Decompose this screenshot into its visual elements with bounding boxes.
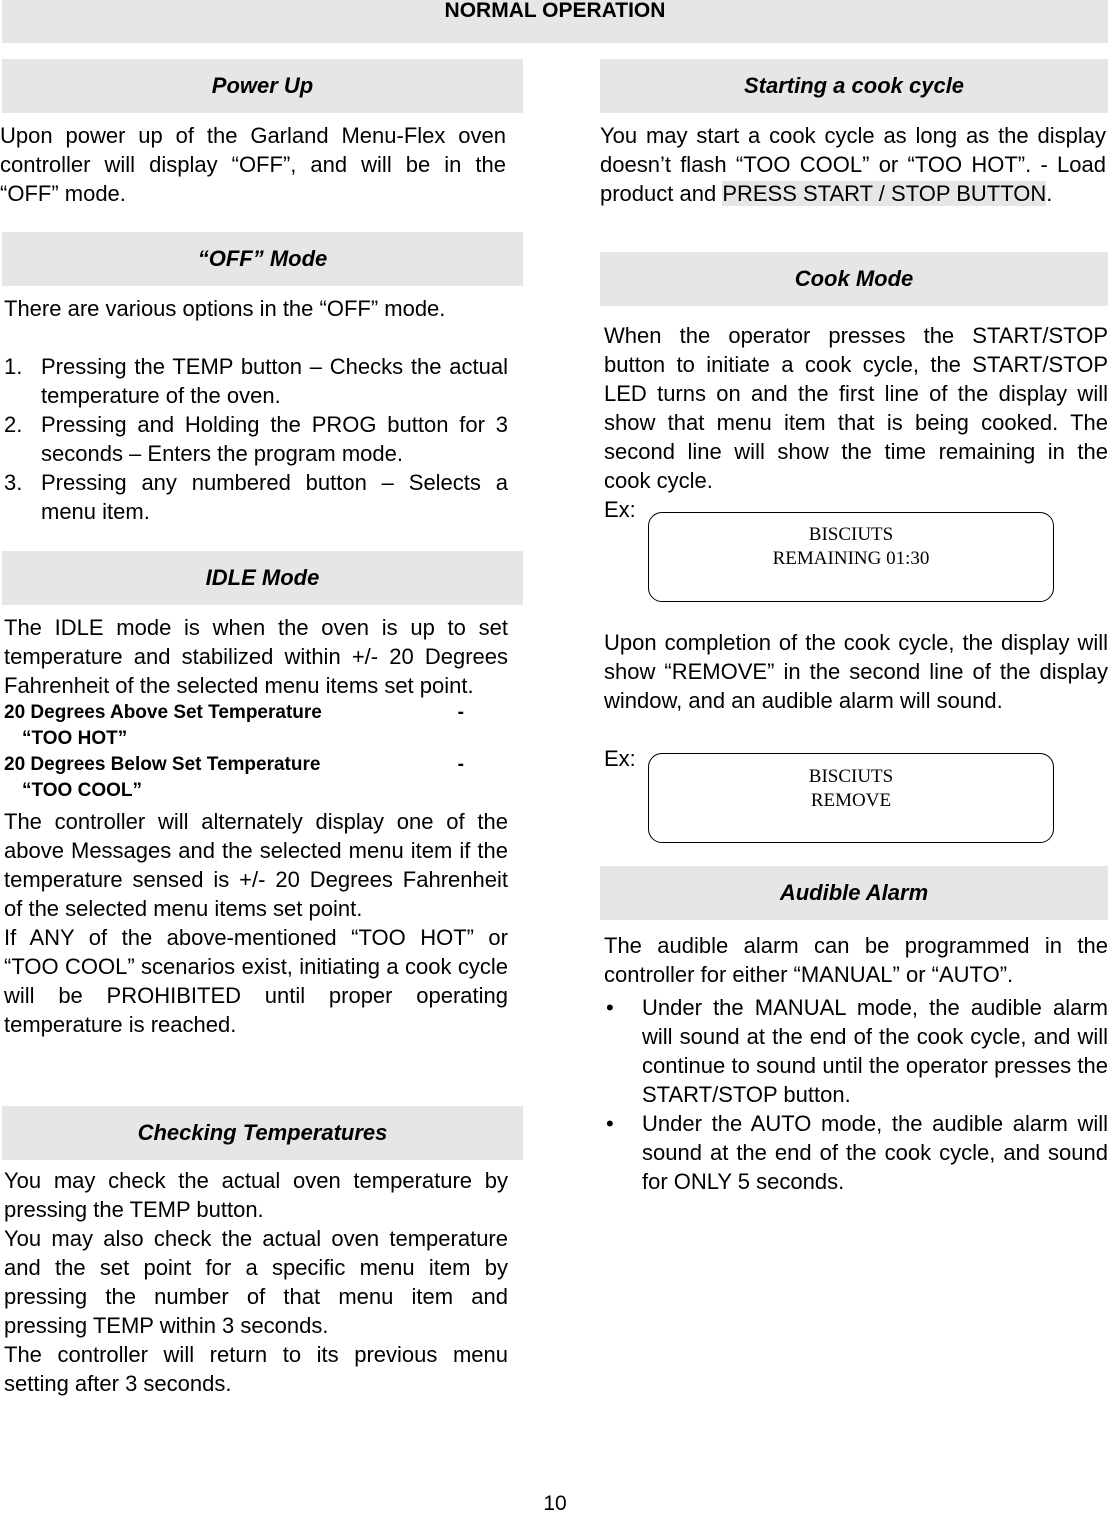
checking-text (4, 1166, 508, 1398)
too-cool-rule: 20 Degrees Below Set Temperature - “TOO COOL” (4, 752, 508, 804)
off-mode-item: 1. Pressing the TEMP button – Checks the actual temperature of the oven. (4, 354, 508, 408)
display-line-2: REMOVE (810, 790, 892, 811)
example-label: Ex: (604, 746, 636, 771)
too-hot-value: “TOO HOT” (22, 728, 128, 749)
display-line-1: BISCIUTS (808, 524, 894, 545)
cook-mode-body1: When the operator presses the START/STOP button to initiate a cook cycle, the START/STOP LED turns on and the first line of the display will show that menu item that is being cooked. The second line will show the time remaining in the cook cycle. (604, 323, 1108, 493)
display-example-remaining (648, 512, 1054, 602)
off-mode-intro: There are various options in the “OFF” mode. (4, 296, 446, 321)
off-mode-heading: “OFF” Mode (2, 232, 523, 286)
display-line-2: REMAINING 01:30 (772, 548, 930, 569)
alarm-bullet: • Under the MANUAL mode, the audible alarm will sound at the end of the cook cycle, and will continue to sound until the operator presses the START/STOP button. (606, 995, 1108, 1107)
display-line-1: BISCIUTS (808, 766, 894, 787)
starting-text: You may start a cook cycle as long as the display doesn’t flash “TOO COOL” or “TOO HOT”. - Load product and PRESS START / STOP BUTTON. (600, 123, 1106, 206)
page-number: 10 (543, 1492, 567, 1515)
checking-body2: You may also check the actual oven temperature and the set point for a specific menu item by pressing the number of that menu item and pressing TEMP within 3 seconds. (4, 1226, 508, 1338)
alarm-text (604, 931, 1108, 1196)
display-example-remove (648, 753, 1054, 843)
off-mode-list (4, 352, 508, 526)
off-mode-item: 3. Pressing any numbered button – Selects a menu item. (4, 470, 508, 524)
off-mode-text (4, 294, 508, 526)
page-title-band (2, 0, 1108, 43)
starting-heading: Starting a cook cycle (600, 59, 1108, 113)
starting-body: You may start a cook cycle as long as the display doesn’t flash “TOO COOL” or “TOO HOT”. - Load product and (600, 123, 1106, 206)
too-hot-rule: 20 Degrees Above Set Temperature - “TOO HOT” (4, 700, 508, 752)
idle-mode-body3: If ANY of the above-mentioned “TOO HOT” or “TOO COOL” scenarios exist, initiating a cook cycle will be PROHIBITED until proper operating temperature is reached. (4, 925, 508, 1037)
power-up-body: Upon power up of the Garland Menu-Flex oven controller will display “OFF”, and will be in the “OFF” mode. (0, 123, 506, 206)
completion-text (604, 628, 1108, 715)
cook-mode-heading: Cook Mode (600, 252, 1108, 306)
alarm-intro: The audible alarm can be programmed in the controller for either “MANUAL” or “AUTO”. (604, 933, 1108, 987)
cook-mode-text (604, 321, 1108, 495)
start-stop-highlight: PRESS START / STOP BUTTON (722, 181, 1047, 206)
power-up-text (0, 121, 506, 208)
power-up-heading: Power Up (2, 59, 523, 113)
alarm-heading: Audible Alarm (600, 866, 1108, 920)
checking-body1: You may check the actual oven temperature by pressing the TEMP button. (4, 1168, 508, 1222)
cook-mode-body2: Upon completion of the cook cycle, the display will show “REMOVE” in the second line of the display window, and an audible alarm will sound. (604, 630, 1108, 713)
idle-mode-heading: IDLE Mode (2, 551, 523, 605)
alarm-bullets (604, 993, 1108, 1196)
checking-body3: The controller will return to its previous menu setting after 3 seconds. (4, 1342, 508, 1396)
idle-mode-body2: The controller will alternately display one of the above Messages and the selected menu item if the temperature sensed is +/- 20 Degrees Fahrenheit of the selected menu items set point. (4, 809, 508, 921)
example-label: Ex: (604, 497, 636, 522)
checking-heading: Checking Temperatures (2, 1106, 523, 1160)
alarm-bullet: • Under the AUTO mode, the audible alarm will sound at the end of the cook cycle, and sound for ONLY 5 seconds. (606, 1111, 1108, 1194)
too-cool-value: “TOO COOL” (22, 780, 142, 801)
idle-mode-body1: The IDLE mode is when the oven is up to set temperature and stabilized within +/- 20 Degrees Fahrenheit of the selected menu items set point. (4, 615, 508, 698)
off-mode-item: 2. Pressing and Holding the PROG button for 3 seconds – Enters the program mode. (4, 412, 508, 466)
page-title: NORMAL OPERATION (444, 0, 666, 22)
idle-mode-text (4, 613, 508, 1039)
